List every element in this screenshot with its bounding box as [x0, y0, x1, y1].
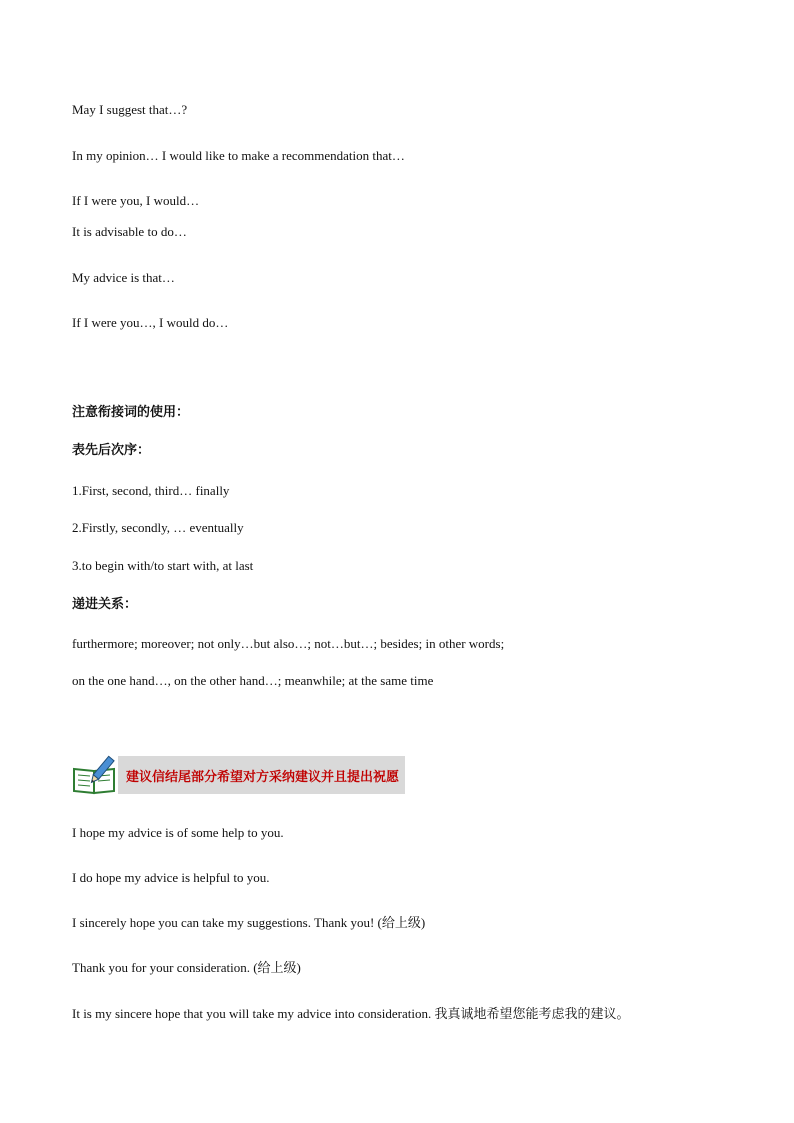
phrase-line: If I were you…, I would do… — [72, 315, 229, 330]
section-banner — [72, 755, 405, 795]
heading-transition-words: 注意衔接词的使用： — [72, 405, 190, 420]
sequence-item: 1.First, second, third… finally — [72, 483, 230, 498]
phrase-line: My advice is that… — [72, 270, 175, 285]
closing-line: I sincerely hope you can take my suggestions. Thank you! (给上级) — [72, 915, 426, 930]
phrase-line: In my opinion… I would like to make a recommendation that… — [72, 148, 405, 163]
book-pencil-icon — [72, 755, 118, 795]
closing-line: I hope my advice is of some help to you. — [72, 825, 284, 840]
sequence-item: 3.to begin with/to start with, at last — [72, 558, 254, 573]
heading-sequence: 表先后次序： — [72, 443, 151, 458]
progression-item: furthermore; moreover; not only…but also…; not…but…; besides; in other words; — [72, 636, 505, 651]
heading-progression: 递进关系： — [72, 597, 138, 612]
progression-item: on the one hand…, on the other hand…; meanwhile; at the same time — [72, 673, 434, 688]
closing-line: It is my sincere hope that you will take my advice into consideration. 我真诚地希望您能考虑我的建议。 — [72, 1006, 630, 1021]
phrase-line: It is advisable to do… — [72, 224, 187, 239]
closing-line: I do hope my advice is helpful to you. — [72, 870, 270, 885]
sequence-item: 2.Firstly, secondly, … eventually — [72, 520, 244, 535]
phrase-line: If I were you, I would… — [72, 193, 200, 208]
phrase-line: May I suggest that…? — [72, 102, 188, 117]
banner-label: 建议信结尾部分希望对方采纳建议并且提出祝愿 — [118, 756, 405, 794]
closing-line: Thank you for your consideration. (给上级) — [72, 960, 301, 975]
